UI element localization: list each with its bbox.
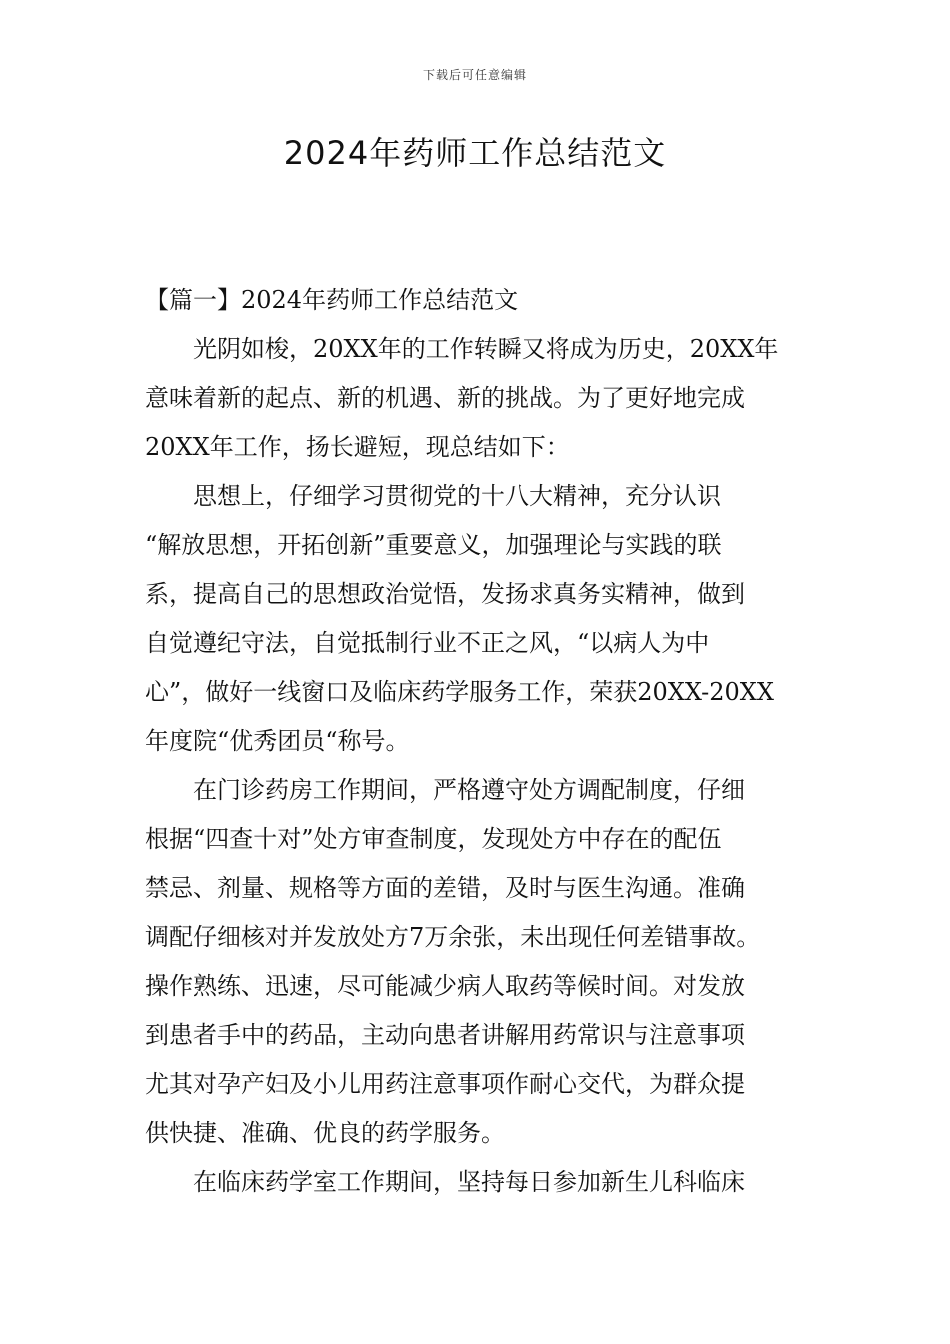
text-line: 操作熟练、迅速，尽可能减少病人取药等候时间。对发放 <box>145 972 745 1000</box>
text-line: 自觉遵纪守法，自觉抵制行业不正之风，“以病人为中 <box>145 629 710 657</box>
text-line: 系，提高自己的思想政治觉悟，发扬求真务实精神，做到 <box>145 580 745 608</box>
paragraph-outpatient-pharmacy <box>145 766 815 1158</box>
text-line: 供快捷、准确、优良的药学服务。 <box>145 1119 505 1147</box>
text-line: 意味着新的起点、新的机遇、新的挑战。为了更好地完成 <box>145 384 745 412</box>
text-line: 光阴如梭，20XX年的工作转瞬又将成为历史，20XX年 <box>145 335 779 363</box>
text-line: “解放思想，开拓创新”重要意义，加强理论与实践的联 <box>145 531 722 559</box>
text-line: 到患者手中的药品，主动向患者讲解用药常识与注意事项 <box>145 1021 745 1049</box>
header-note: 下载后可任意编辑 <box>422 68 527 82</box>
text-line: 尤其对孕产妇及小儿用药注意事项作耐心交代，为群众提 <box>145 1070 745 1098</box>
text-line: 心”，做好一线窗口及临床药学服务工作，荣获20XX-20XX <box>145 678 774 706</box>
text-line: 在临床药学室工作期间，坚持每日参加新生儿科临床 <box>145 1168 745 1196</box>
text-line: 在门诊药房工作期间，严格遵守处方调配制度，仔细 <box>145 776 745 804</box>
text-line: 禁忌、剂量、规格等方面的差错，及时与医生沟通。准确 <box>145 874 745 902</box>
text-line: 根据“四查十对”处方审查制度，发现处方中存在的配伍 <box>145 825 722 853</box>
paragraph-ideology <box>145 472 815 766</box>
paragraph-intro <box>145 325 815 472</box>
text-line: 调配仔细核对并发放处方7万余张，未出现任何差错事故。 <box>145 923 761 951</box>
document-title: 2024年药师工作总结范文 <box>283 134 667 172</box>
text-line: 年度院“优秀团员“称号。 <box>145 727 410 755</box>
document-body <box>145 276 815 1207</box>
text-line: 20XX年工作，扬长避短，现总结如下： <box>145 433 570 461</box>
section-heading: 【篇一】2024年药师工作总结范文 <box>145 286 519 314</box>
text-line: 思想上，仔细学习贯彻党的十八大精神，充分认识 <box>145 482 721 510</box>
paragraph-clinical-pharmacy <box>145 1158 815 1207</box>
